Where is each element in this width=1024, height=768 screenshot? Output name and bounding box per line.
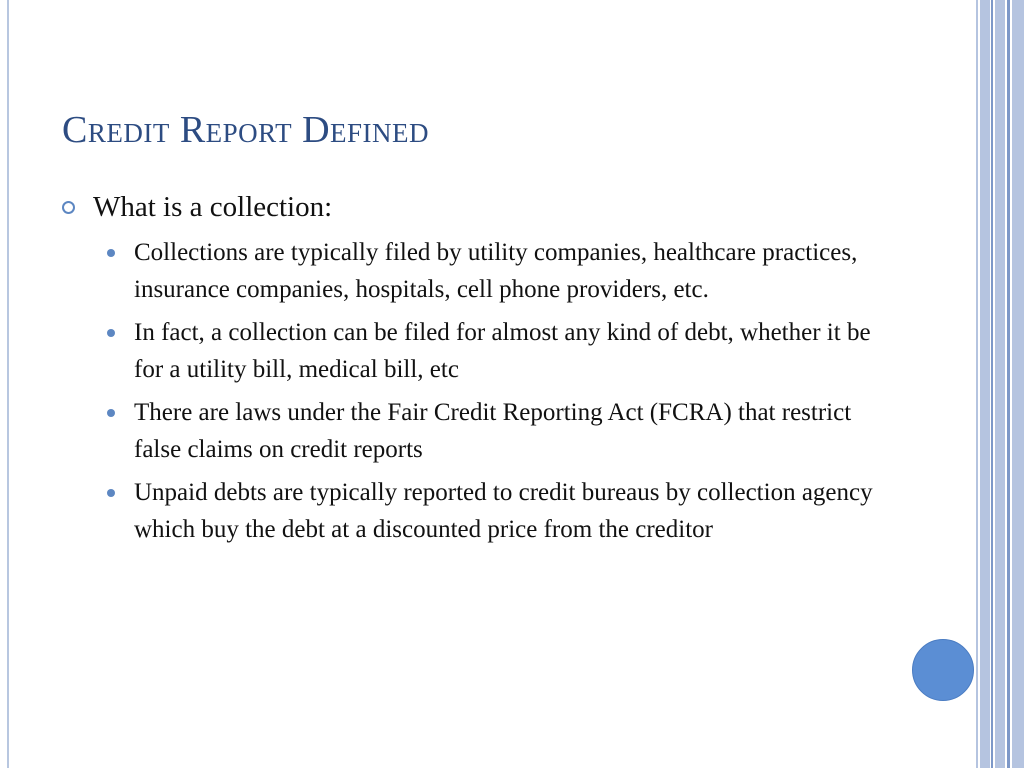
subbullet-item (104, 234, 882, 308)
bullet-level1 (62, 188, 882, 226)
slide-title: Credit Report Defined (62, 109, 429, 151)
subbullet-item (104, 474, 882, 548)
stripe (1012, 0, 1024, 768)
dot-bullet-icon (107, 249, 115, 257)
stripe (1007, 0, 1010, 768)
ring-bullet-icon (62, 201, 75, 214)
stripe (995, 0, 1005, 768)
subbullet-text: There are laws under the Fair Credit Reporting Act (FCRA) that restrict false claims on credit reports (134, 399, 852, 463)
subbullet-text: In fact, a collection can be filed for almost any kind of debt, whether it be for a utility bill, medical bill, etc (134, 319, 871, 383)
subbullet-item (104, 394, 882, 468)
stripe (976, 0, 978, 768)
stripe (980, 0, 990, 768)
circle-decoration-icon (912, 639, 974, 701)
dot-bullet-icon (107, 409, 115, 417)
slide-body (62, 188, 882, 554)
subbullet-item (104, 314, 882, 388)
left-border-line (7, 0, 9, 768)
stripe (991, 0, 993, 768)
subbullet-list (104, 234, 882, 548)
dot-bullet-icon (107, 329, 115, 337)
bullet-level1-text: What is a collection: (93, 191, 333, 223)
subbullet-text: Collections are typically filed by utility companies, healthcare practices, insurance companies, hospitals, cell phone providers, etc. (134, 239, 858, 303)
subbullet-text: Unpaid debts are typically reported to credit bureaus by collection agency which buy the debt at a discounted price from the creditor (134, 479, 873, 543)
right-decorative-stripes (976, 0, 1024, 768)
dot-bullet-icon (107, 489, 115, 497)
